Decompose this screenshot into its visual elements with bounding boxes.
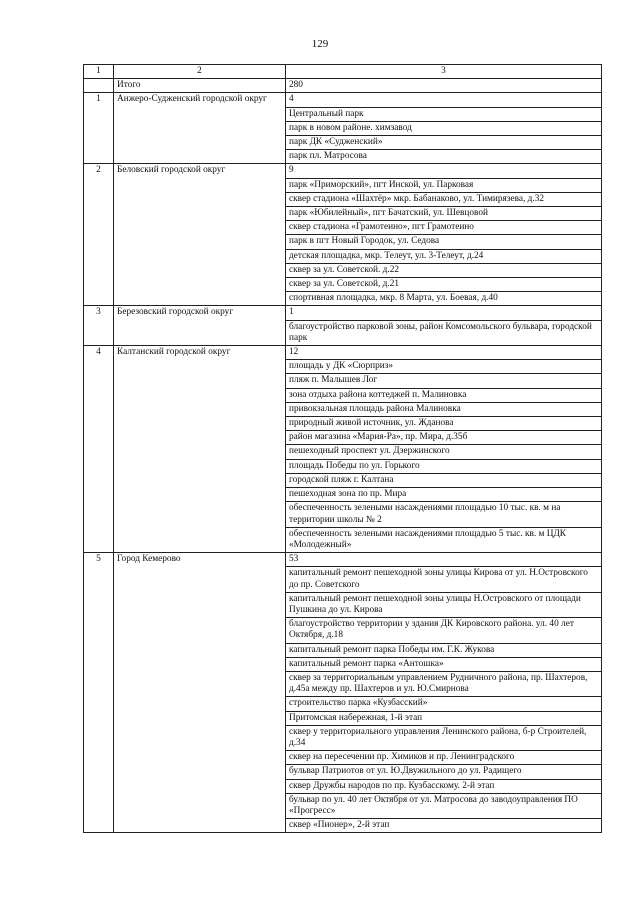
territory-item: парк «Приморский», пгт Инской, ул. Парковая bbox=[286, 178, 601, 192]
municipality-row bbox=[84, 346, 602, 553]
territory-item: обеспеченность зелеными насаждениями площадью 5 тыс. кв. м ЦДК «Молодежный» bbox=[286, 527, 601, 552]
territory-item: площадь у ДК «Сюрприз» bbox=[286, 359, 601, 373]
municipality-name: Анжеро-Судженский городской округ bbox=[114, 93, 286, 164]
page-number: 129 bbox=[311, 38, 329, 50]
territory-item: привокзальная площадь района Малиновка bbox=[286, 402, 601, 416]
territory-item: пляж п. Малышев Лог bbox=[286, 373, 601, 387]
territory-item: сквер «Пионер», 2-й этап bbox=[286, 818, 601, 832]
territory-item: строительство парка «Кузбасский» bbox=[286, 696, 601, 710]
territory-item: спортивная площадка, мкр. 8 Марта, ул. Боевая, д.40 bbox=[286, 291, 601, 305]
territory-item: капитальный ремонт пешеходной зоны улицы Н.Островского от площади Пушкина до ул. Кирова bbox=[286, 592, 601, 617]
territory-item: капитальный ремонт парка Победы им. Г.К. Жукова bbox=[286, 643, 601, 657]
territories-table bbox=[83, 64, 602, 833]
territory-item: бульвар Патриотов от ул. Ю.Двужильного до ул. Радищего bbox=[286, 764, 601, 778]
territory-list bbox=[286, 346, 602, 553]
territory-item: пешеходный проспект ул. Дзержинского bbox=[286, 444, 601, 458]
territory-item: Притомская набережная, 1-й этап bbox=[286, 711, 601, 725]
total-row bbox=[84, 79, 602, 93]
header-col-2: 2 bbox=[114, 65, 286, 79]
header-col-1: 1 bbox=[84, 65, 114, 79]
municipality-row bbox=[84, 164, 602, 306]
total-label: Итого bbox=[114, 79, 286, 93]
territory-count: 4 bbox=[289, 94, 294, 105]
territory-item: зона отдыха района коттеджей п. Малиновка bbox=[286, 388, 601, 402]
municipality-row bbox=[84, 306, 602, 346]
row-number: 2 bbox=[84, 164, 114, 306]
municipality-name: Беловский городской округ bbox=[114, 164, 286, 306]
territory-item: сквер за территориальным управлением Рудничного района, пр. Шахтеров, д.45а между пр. Шахтеров и ул. Ю.Смирнова bbox=[286, 671, 601, 696]
municipality-name: Калтанский городской округ bbox=[114, 346, 286, 553]
territory-item: сквер на пересечении пр. Химиков и пр. Ленинградского bbox=[286, 750, 601, 764]
territory-item: сквер Дружбы народов по пр. Кузбасскому. 2-й этап bbox=[286, 779, 601, 793]
territory-list bbox=[286, 306, 602, 346]
territory-item: сквер стадиона «Грамотеино», пгт Грамотеино bbox=[286, 220, 601, 234]
territory-item: сквер за ул. Советской, д.21 bbox=[286, 277, 601, 291]
territory-item: парк в новом районе. химзавод bbox=[286, 121, 601, 135]
territory-count: 9 bbox=[289, 165, 294, 176]
territory-item: сквер у территориального управления Ленинского района, б-р Строителей, д.34 bbox=[286, 725, 601, 750]
table-body bbox=[84, 65, 602, 833]
header-row bbox=[84, 65, 602, 79]
row-number: 1 bbox=[84, 93, 114, 164]
territory-item: благоустройство территории у здания ДК Кировского района. ул. 40 лет Октября, д.18 bbox=[286, 617, 601, 642]
territory-list bbox=[286, 93, 602, 164]
territory-item: бульвар по ул. 40 лет Октября от ул. Матросова до заводоуправления ПО «Прогресс» bbox=[286, 793, 601, 818]
territory-item: обеспеченность зелеными насаждениями площадью 10 тыс. кв. м на территории школы № 2 bbox=[286, 501, 601, 526]
row-number: 3 bbox=[84, 306, 114, 346]
territory-item: парк ДК «Судженский» bbox=[286, 135, 601, 149]
territory-count: 1 bbox=[289, 307, 294, 318]
territory-item: сквер за ул. Советской. д.22 bbox=[286, 263, 601, 277]
territory-item: благоустройство парковой зоны, район Комсомольского бульвара, городской парк bbox=[286, 320, 601, 345]
municipality-name: Город Кемерово bbox=[114, 553, 286, 833]
territory-item: природный живой источник, ул. Жданова bbox=[286, 416, 601, 430]
territory-count: 53 bbox=[289, 554, 299, 565]
territory-item: пешеходная зона по пр. Мира bbox=[286, 487, 601, 501]
total-num-cell bbox=[84, 79, 114, 93]
header-col-3: 3 bbox=[286, 65, 602, 79]
territory-item: детская площадка, мкр. Телеут, ул. 3-Телеут, д.24 bbox=[286, 249, 601, 263]
territory-item: парк пл. Матросова bbox=[286, 149, 601, 163]
territory-item: сквер стадиона «Шахтёр» мкр. Бабанаково, ул. Тимирязева, д.32 bbox=[286, 192, 601, 206]
total-value: 280 bbox=[286, 79, 602, 93]
territory-item: Центральный парк bbox=[286, 107, 601, 121]
municipality-row bbox=[84, 553, 602, 833]
territory-item: капитальный ремонт парка «Антошка» bbox=[286, 657, 601, 671]
row-number: 5 bbox=[84, 553, 114, 833]
territory-item: городской пляж г. Калтана bbox=[286, 473, 601, 487]
territory-item: район магазина «Мария-Ра», пр. Мира, д.35б bbox=[286, 430, 601, 444]
row-number: 4 bbox=[84, 346, 114, 553]
territory-item: парк «Юбилейный», пгт Бачатский, ул. Шевцовой bbox=[286, 206, 601, 220]
territory-item: площадь Победы по ул. Горького bbox=[286, 459, 601, 473]
territory-list bbox=[286, 553, 602, 833]
municipality-row bbox=[84, 93, 602, 164]
municipality-name: Березовский городской округ bbox=[114, 306, 286, 346]
territory-count: 12 bbox=[289, 347, 299, 358]
territory-item: капитальный ремонт пешеходной зоны улицы Кирова от ул. Н.Островского до пр. Советского bbox=[286, 566, 601, 591]
territory-item: парк в пгт Новый Городок, ул. Седова bbox=[286, 234, 601, 248]
territory-list bbox=[286, 164, 602, 306]
